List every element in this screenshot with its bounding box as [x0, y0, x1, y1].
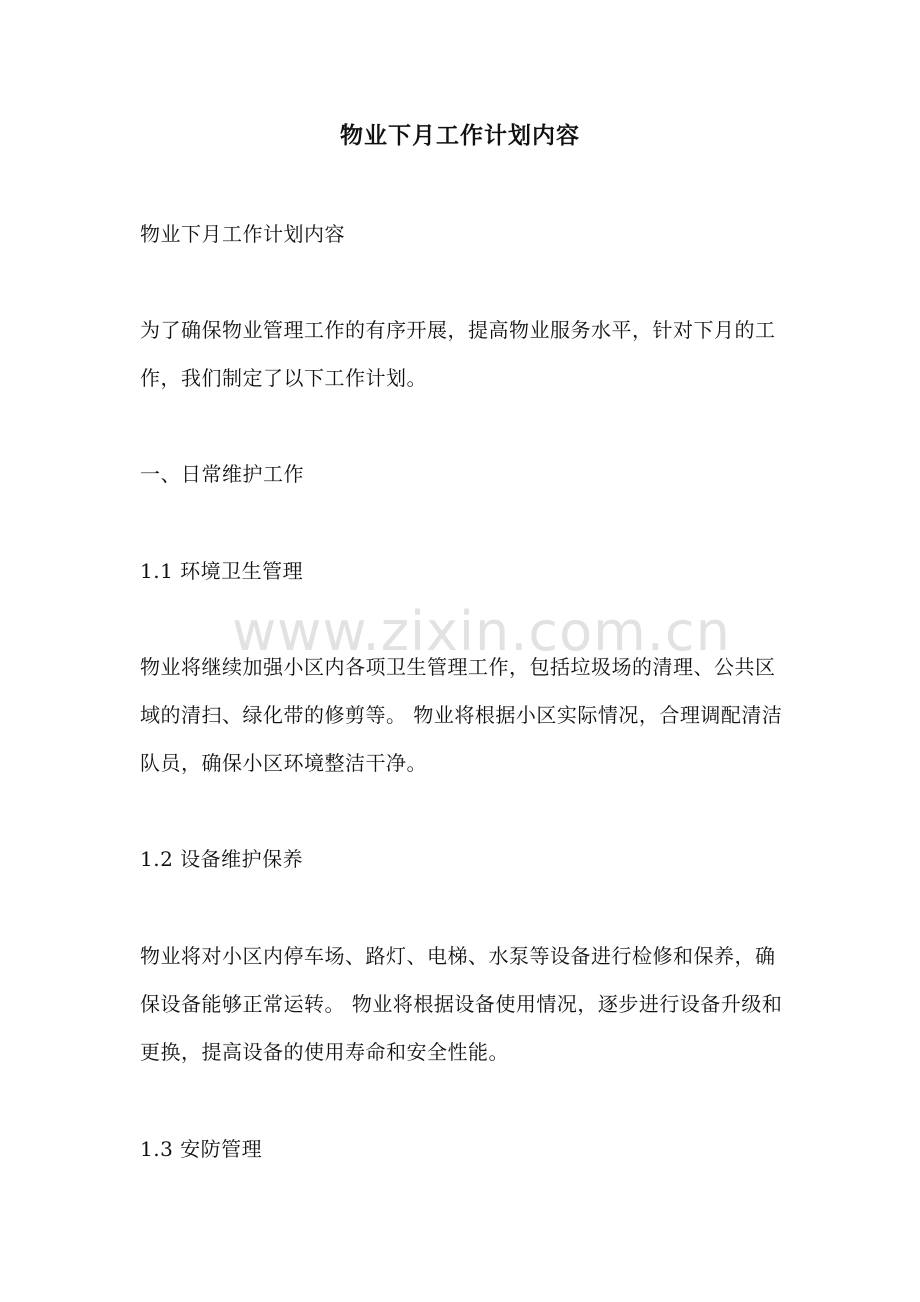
- document-subtitle: 物业下月工作计划内容: [140, 222, 345, 246]
- document-title: 物业下月工作计划内容: [340, 122, 580, 149]
- watermark-text: www.zixin.com.cn: [232, 600, 731, 663]
- section-1-1-heading: 1.1 环境卫生管理: [140, 559, 304, 583]
- section-1-heading: 一、日常维护工作: [140, 462, 304, 486]
- intro-paragraph: 为了确保物业管理工作的有序开展，提高物业服务水平，针对下月的工作，我们制定了以下工作计划。: [140, 318, 776, 390]
- section-1-1-body: 物业将继续加强小区内各项卫生管理工作，包括垃圾场的清理、公共区域的清扫、绿化带的修剪等。 物业将根据小区实际情况，合理调配清洁队员，确保小区环境整洁干净。: [140, 655, 783, 775]
- section-1-2-body: 物业将对小区内停车场、路灯、电梯、水泵等设备进行检修和保养，确保设备能够正常运转。 物业将根据设备使用情况，逐步进行设备升级和更换，提高设备的使用寿命和安全性能。: [140, 944, 783, 1064]
- section-1-3-heading: 1.3 安防管理: [140, 1137, 263, 1161]
- section-1-2-heading: 1.2 设备维护保养: [140, 847, 304, 871]
